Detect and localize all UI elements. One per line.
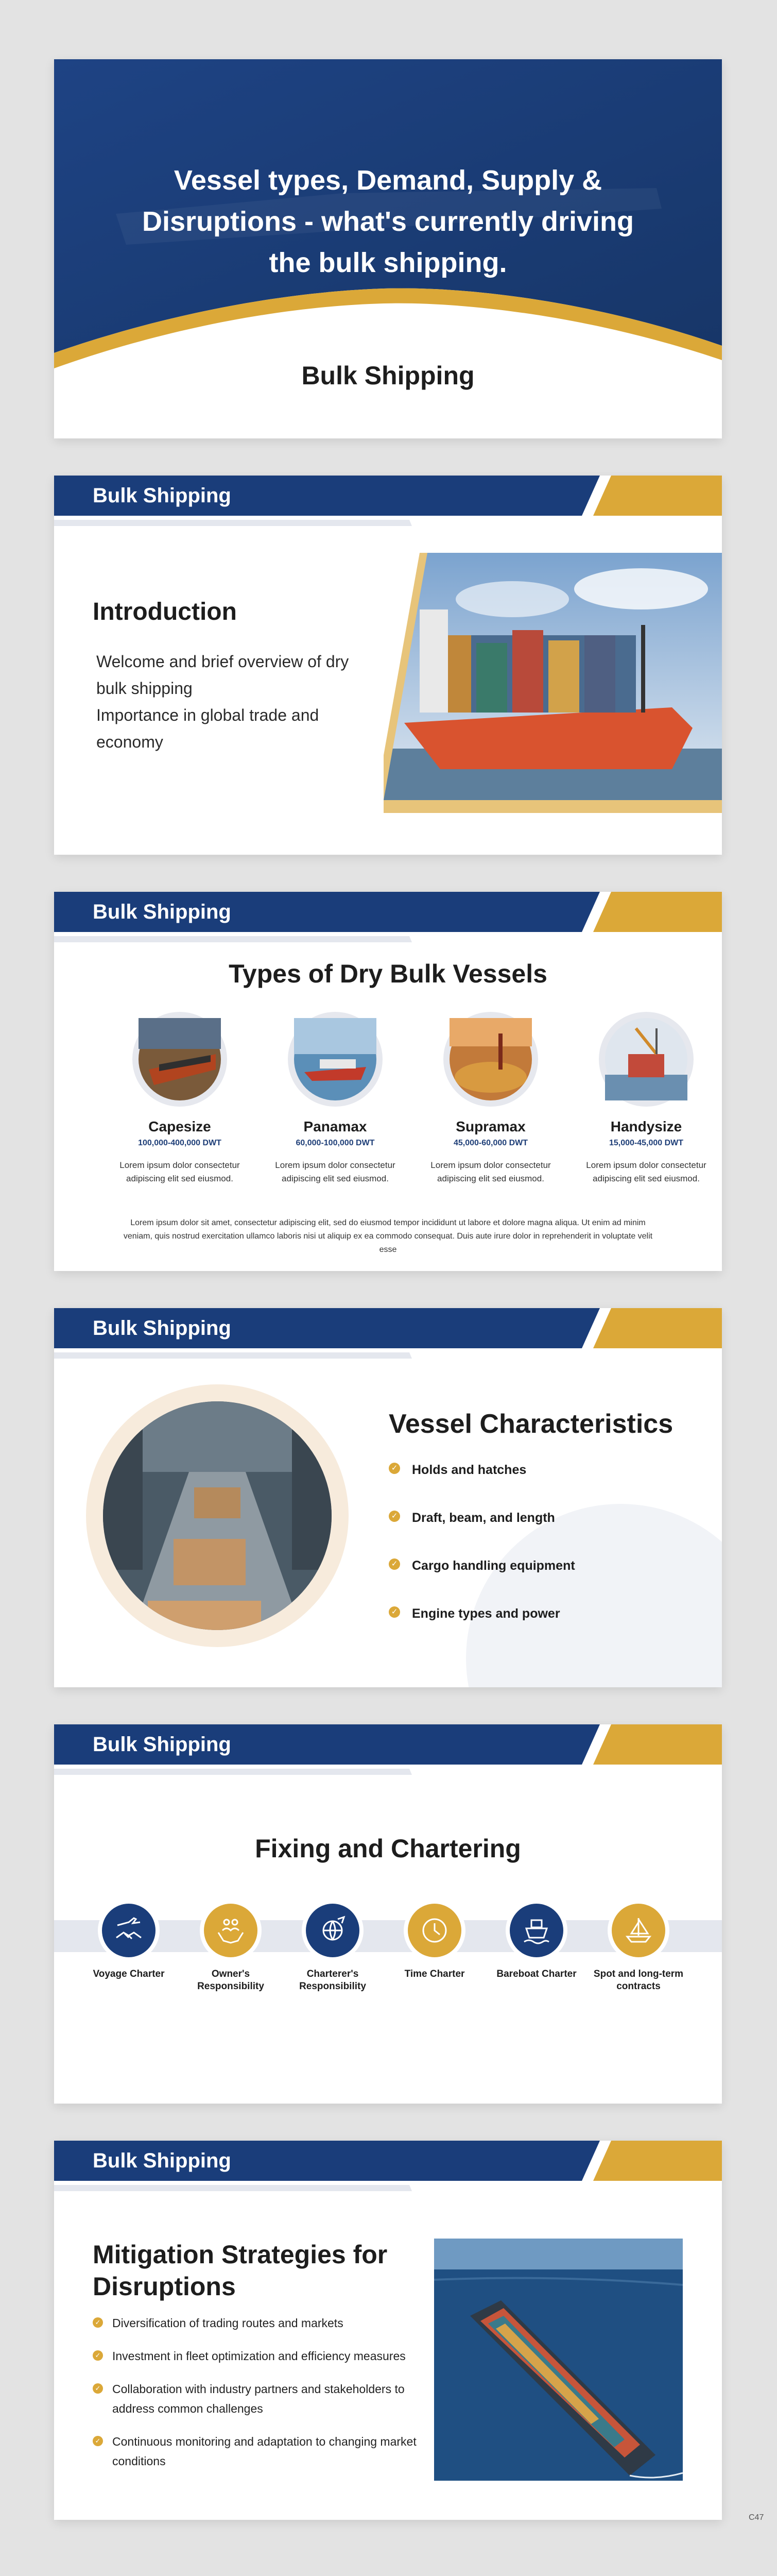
mitigation-title: Mitigation Strategies for Disruptions <box>93 2240 388 2301</box>
characteristic-label: Draft, beam, and length <box>412 1511 555 1525</box>
mitigation-text: Continuous monitoring and adaptation to changing market conditions <box>112 2435 417 2468</box>
mitigation-text: Investment in fleet optimization and efficiency measures <box>112 2349 406 2363</box>
check-icon: ✓ <box>389 1558 400 1570</box>
vessel-dwt: 100,000-400,000 DWT <box>138 1139 221 1147</box>
mitigation-text: Collaboration with industry partners and stakeholders to address common challenges <box>112 2382 405 2415</box>
list-item <box>93 2346 427 2366</box>
vessel-photo-frame <box>599 1012 694 1107</box>
fixing-label: Owner's Responsibility <box>197 1969 264 1992</box>
globe-plane-icon <box>306 1904 359 1957</box>
list-item <box>93 2379 427 2418</box>
list-item <box>389 1511 575 1558</box>
check-icon: ✓ <box>389 1511 400 1522</box>
clock-icon <box>408 1904 461 1957</box>
vessel-description: Lorem ipsum dolor consectetur adipiscing elit sed eiusmod. <box>586 1160 706 1183</box>
panamax-photo <box>294 1018 376 1100</box>
icon-ring <box>200 1900 262 1961</box>
icon-ring <box>98 1900 160 1961</box>
mitigation-list <box>93 2313 427 2484</box>
sailboat-icon <box>612 1904 665 1957</box>
introduction-slide <box>54 476 722 855</box>
check-icon: ✓ <box>389 1463 400 1474</box>
supramax-photo <box>450 1018 532 1100</box>
check-icon: ✓ <box>93 2383 103 2394</box>
fixing-title: Fixing and Chartering <box>255 1834 521 1863</box>
check-icon: ✓ <box>389 1606 400 1618</box>
plane-handshake-icon <box>102 1904 156 1957</box>
intro-line: Welcome and brief overview of dry bulk shipping <box>96 652 349 698</box>
ship-icon <box>510 1904 563 1957</box>
characteristics-title: Vessel Characteristics <box>389 1409 674 1439</box>
list-item <box>389 1463 575 1511</box>
vessel-characteristics-slide <box>54 1308 722 1687</box>
fixing-label: Voyage Charter <box>93 1969 165 1979</box>
check-icon: ✓ <box>93 2317 103 2328</box>
list-item <box>389 1558 575 1606</box>
list-item <box>389 1606 575 1654</box>
characteristics-list <box>389 1463 575 1654</box>
header-title: Bulk Shipping <box>93 1733 231 1756</box>
icon-ring <box>506 1900 567 1961</box>
icon-ring <box>302 1900 364 1961</box>
vessel-types-footnote: Lorem ipsum dolor sit amet, consectetur adipiscing elit, sed do eiusmod tempor incididunt ut labore et dolore magna aliqua. Ut enim ad minim veniam, quis nostrud exercitation ullamco laboris nisi ut aliquip ex ea commodo consequat. Duis aute irure dolor in reprehenderit in voluptate velit esse <box>123 1218 653 1254</box>
vessel-description: Lorem ipsum dolor consectetur adipiscing elit sed eiusmod. <box>275 1160 395 1183</box>
vessel-photo-frame <box>443 1012 538 1107</box>
vessel-description: Lorem ipsum dolor consectetur adipiscing elit sed eiusmod. <box>430 1160 551 1183</box>
intro-title: Introduction <box>93 598 237 625</box>
vessel-dwt: 60,000-100,000 DWT <box>296 1139 375 1147</box>
vessel-types-title: Types of Dry Bulk Vessels <box>229 959 547 988</box>
vessel-types-slide <box>54 892 722 1271</box>
header-title: Bulk Shipping <box>93 1317 231 1340</box>
vessel-dwt: 15,000-45,000 DWT <box>609 1139 684 1147</box>
cargo-ship-image <box>384 553 722 813</box>
cover-slide <box>54 59 722 438</box>
list-item <box>93 2432 427 2471</box>
list-item <box>93 2313 427 2333</box>
mitigation-slide <box>54 2141 722 2520</box>
fixing-label: Bareboat Charter <box>496 1969 577 1979</box>
vessel-name: Handysize <box>610 1118 682 1134</box>
header-title: Bulk Shipping <box>93 901 231 923</box>
characteristic-label: Holds and hatches <box>412 1463 527 1477</box>
vessel-dwt: 45,000-60,000 DWT <box>453 1139 528 1147</box>
characteristic-label: Engine types and power <box>412 1606 560 1621</box>
fixing-chartering-slide <box>54 1724 722 2104</box>
characteristic-label: Cargo handling equipment <box>412 1558 575 1573</box>
container-ship-aerial-photo <box>434 2239 683 2481</box>
handysize-photo <box>605 1018 687 1100</box>
icon-ring <box>608 1900 669 1961</box>
header-title: Bulk Shipping <box>93 484 231 507</box>
hands-people-icon <box>204 1904 257 1957</box>
vessel-name: Capesize <box>148 1118 211 1134</box>
intro-line: Importance in global trade and economy <box>96 706 319 751</box>
page-id: C47 <box>749 2513 764 2522</box>
vessel-name: Supramax <box>456 1118 526 1134</box>
check-icon: ✓ <box>93 2436 103 2446</box>
capesize-photo <box>139 1018 221 1100</box>
fixing-label: Time Charter <box>404 1969 465 1979</box>
vessel-photo-frame <box>288 1012 383 1107</box>
mitigation-text: Diversification of trading routes and markets <box>112 2316 343 2330</box>
vessel-description: Lorem ipsum dolor consectetur adipiscing elit sed eiusmod. <box>119 1160 240 1183</box>
cover-headline: Vessel types, Demand, Supply & Disruptions - what's currently driving the bulk shipping. <box>142 165 634 278</box>
warehouse-photo <box>86 1384 349 1647</box>
vessel-photo-frame <box>132 1012 227 1107</box>
intro-body <box>96 648 364 755</box>
fixing-label: Spot and long-term contracts <box>593 1969 684 1992</box>
cover-subtitle: Bulk Shipping <box>301 361 475 390</box>
check-icon: ✓ <box>93 2350 103 2361</box>
header-title: Bulk Shipping <box>93 2149 231 2172</box>
fixing-label: Charterer's Responsibility <box>299 1969 366 1992</box>
vessel-name: Panamax <box>303 1118 367 1134</box>
icon-ring <box>404 1900 465 1961</box>
